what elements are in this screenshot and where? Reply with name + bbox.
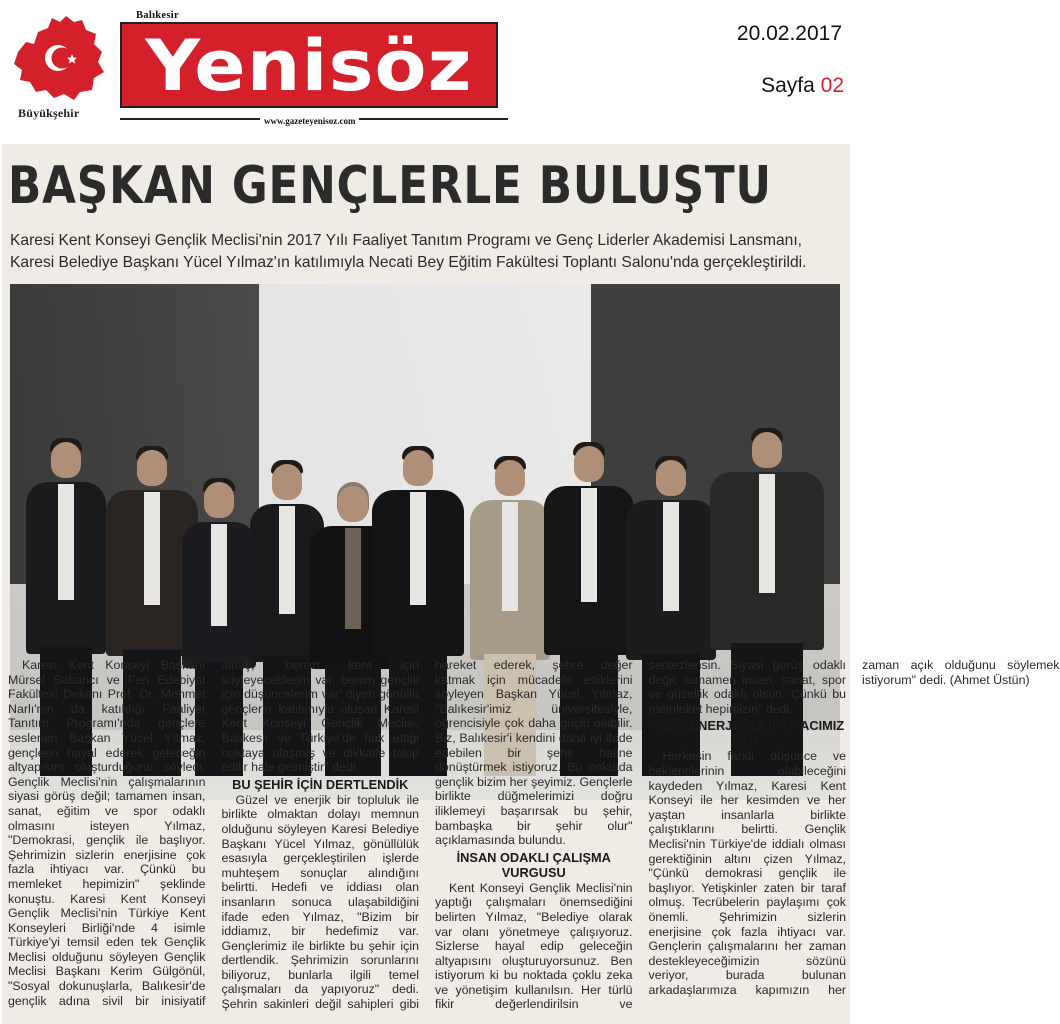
article-paragraph: Kent Konseyi Gençlik Meclisi'nin yaptığı çalışmaları önemsediğini belirten Yılmaz, "Belediye olarak var olanı yönetmeye çalışıyoruz. Sizlerse hayal edip geleceğin altyapısını oluşturuyorsunuz. Ben istiyorum ki bu noktada çoklu zeka ve yönetişim kullanılsın. Her türlü fikir değerlendirilsin ve sentezlensin. Siyasi görüş odaklı değil; tamamen insan, sanat, spor ve güzellik odaklı olsun. Çünkü bu memleket hepimizin" dedi. [435,658,846,1012]
headline: BAŞKAN GENÇLERLE BULUŞTU [8,156,772,216]
newspaper-name: Yenisöz [145,25,473,107]
article-subhead: BU ŞEHİR İÇİN DERTLENDİK [232,776,409,792]
region-label: Büyükşehir [18,106,80,120]
newspaper-nameplate [120,22,498,108]
page-number-value: 02 [820,74,844,97]
page-label: Sayfa [761,74,815,97]
article-paragraph: Herkesin farklı düşünce ve beklentilerinin olabileceğini kaydeden Yılmaz, Karesi Kent Konseyi ile her kesimden ve her yaştan insanlarla birlikte çalıştıklarını belirtti. Gençlik Meclisi'nin Türkiye'de iddialı olması gerektiğinin altını çizen Yılmaz, "Çünkü demokrasi gençlik ile başlıyor. Yetişkinler zaten bir taraf olmuş. Tecrübelerin paylaşımı çok önemli. Şehrimizin sizlerin enerjisine çok fazla ihtiyacı var. Gençlerin çalışmalarını her zaman destekleyeceğimizin sözünü veriyor, burada bulunan arkadaşlarımıza kapımızın her zaman açık olduğunu söylemek istiyorum" dedi. (Ahmet Üstün) [648,658,1060,997]
masthead [8,6,500,126]
article-subhead: 'SİZİN ENERJİNİZE İHTİYACIMIZ VAR' [650,718,845,749]
article-paragraph: Güzel ve enerjik bir topluluk ile birlikte olmaktan dolayı memnun olduğunu söyleyen Karesi Belediye Başkanı Yücel Yılmaz, gönüllülük esasıyla gerçekleştirilen işlerde muhteşem sonuçlar alındığını belirtti. Hedefi ve iddiası olan insanların sonuca ulaşabildiğini ifade eden Yılmaz, "Bizim bir iddiamız, bir hedefimiz var. Gençlerimiz ile birlikte bu şehir için dertlendik. Şehrimizin sorunlarını biliyoruz, bunlarla ilgili temel çalışmaları da yapıyoruz" dedi. Şehrin sakinleri değil sahipleri gibi hareket ederek, şehre değer katmak için mücadele ettiklerini söyleyen Başkan Yücel Yılmaz, "Balıkesir'imiz üniversitesiyle, öğrencisiyle çok daha güçlü olabilir. Biz, Balıkesir'i kendini daha iyi ifade edebilen bir şehir haline dönüştürmek istiyoruz. Bu noktada gençlik bizim her şeyimiz. Gençlerle birlikte düğmelerimizi doğru iliklemeyi başarırsak bu şehir, bambaşka bir şehir olur" açıklamasında bulundu. [221,658,633,1012]
city-label: Balıkesir [136,10,179,21]
issue-date: 20.02.2017 [736,22,842,45]
news-clipping [2,144,1060,1024]
page-number [761,74,844,98]
article-paragraph: Karesi Kent Konseyi Başkanı Mürsel Sabancı ve Fen Edebiyat Fakültesi Dekanı Prof. Dr. Mehmet Narlı'nın da katıldığı Faaliyet Tanıtım Programı'nda gençlere seslenen Başkan Yücel Yılmaz, gençlerin hayal ederek geleceğin altyapısını oluşturduğunu söyledi. Gençlik Meclisi'nin çalışmalarının siyasi görüş değil; tamamen insan, sanat, eğitim ve spor odaklı olmasını isteyen Yılmaz, "Demokrasi, gençlik ile başlıyor. Şehrimizin sizlerin enerjisine çok fazla ihtiyacı var. Çünkü bu memleket hepimizin" şeklinde konuştu. Karesi Kent Konseyi Gençlik Meclisi'nin Türkiye Kent Konseyleri Birliği'nde 4 isimle Türkiye'yi temsil eden tek Gençlik Meclisi olduğunu söyleyen Gençlik Meclisi Başkanı Kerim Gülgönül, "Sosyal dokunuşlarla, Balıkesir'de gençlik adına sivil bir inisiyatif almış, 'benim kent için söyleyeceklerim var, benim gençlik için düşüncelerim var' diyen gönüllü gençlerin katılımıyla oluşan Karesi Kent Konseyi Gençlik Meclisi, Balıkesir ve Türkiye'de hak ettiği noktaya ulaşmış ve dikkatle takip edilir hale gelmiştir" dedi. [8,658,419,1008]
article-subhead: İNSAN ODAKLI ÇALIŞMA VURGUSU [456,849,611,880]
article-body [8,658,1060,1020]
website-url: www.gazeteyenisoz.com [260,116,359,126]
article-deck: Karesi Kent Konseyi Gençlik Meclisi'nin 2017 Yılı Faaliyet Tanıtım Programı ve Genç Liderler Akademisi Lansmanı, Karesi Belediye Başkanı Yücel Yılmaz'ın katılımıyla Necati Bey Eğitim Fakültesi Toplantı Salonu'nda gerçekleştirildi. [10,232,807,271]
turkey-map-logo-icon [8,8,110,104]
